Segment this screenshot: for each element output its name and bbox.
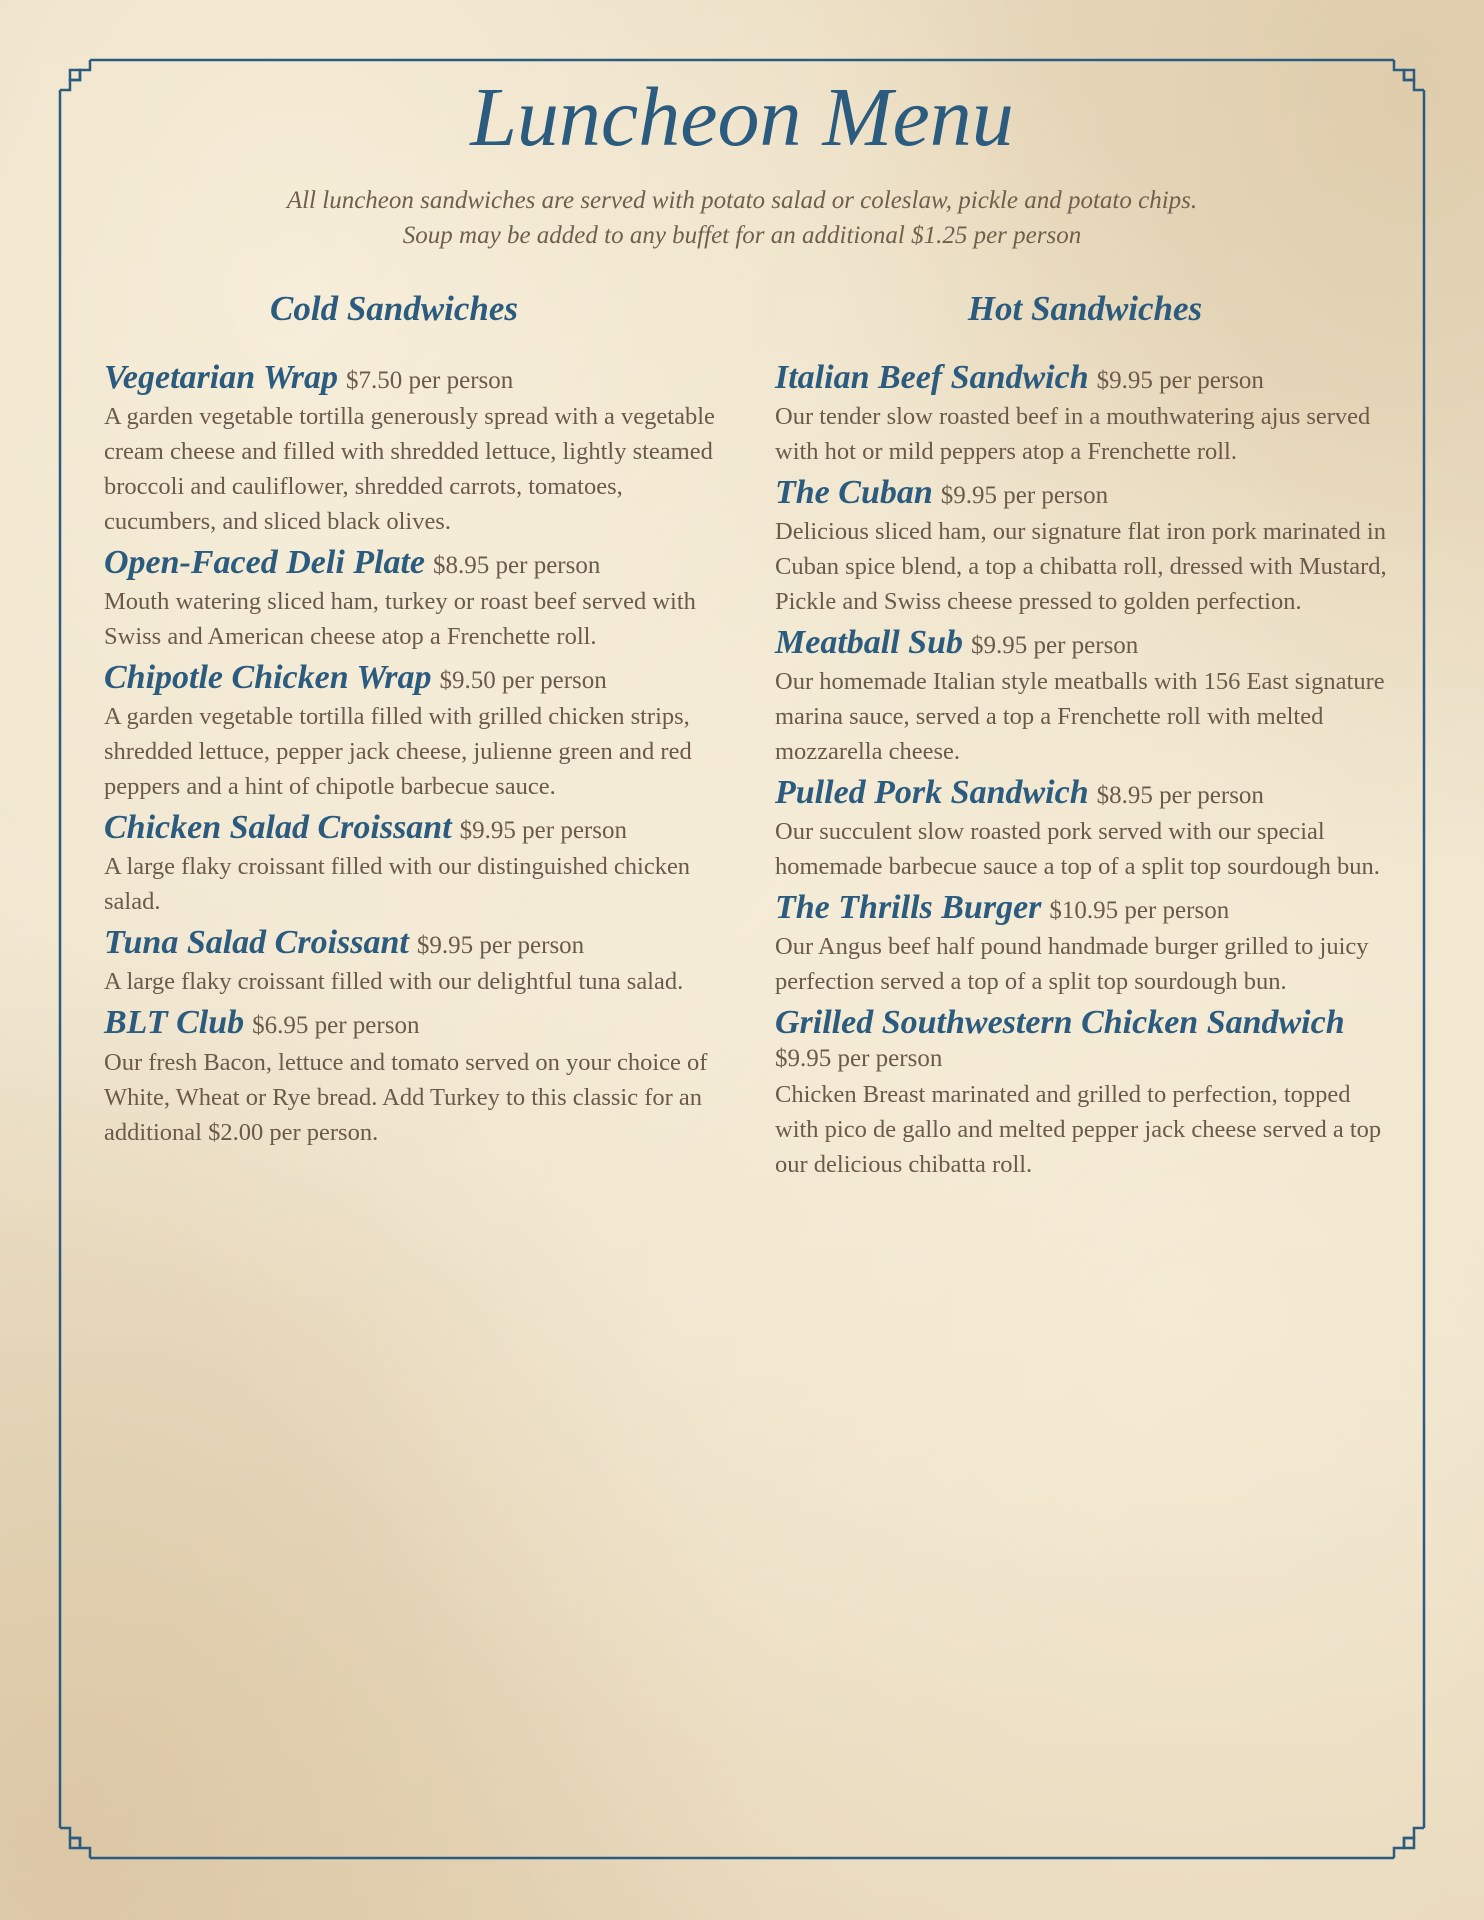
menu-item-name: The Cuban [775,474,933,512]
menu-item-description: Our succulent slow roasted pork served with our special homemade barbecue sauce a top of a split top sourdough bun. [775,818,1380,881]
subtitle-line-2: Soup may be added to any buffet for an additional $1.25 per person [402,222,1082,249]
menu-item [775,888,1395,999]
menu-item-price: $8.95 per person [1096,782,1264,810]
menu-item-price: $9.95 per person [940,482,1109,510]
menu-item [104,658,724,804]
menu-item [775,358,1395,469]
menu-item-price: $9.50 per person [439,667,607,695]
hot-sandwiches-column [775,288,1395,1186]
menu-item-name: Meatball Sub [775,624,963,662]
menu-item-description: Our fresh Bacon, lettuce and tomato served on your choice of White, Wheat or Rye bread. Add Turkey to this classic for an additional $2.00 per person. [104,1048,708,1146]
cold-sandwiches-column [104,288,724,1154]
menu-item-name: Tuna Salad Croissant [104,924,409,962]
menu-item [775,623,1395,769]
menu-item-description: Our homemade Italian style meatballs with 156 East signature marina sauce, served a top a Frenchette roll with melted mozzarella cheese. [775,668,1385,766]
menu-item-description: A garden vegetable tortilla generously spread with a vegetable cream cheese and filled with shredded lettuce, lightly steamed broccoli and cauliflower, shredded carrots, tomatoes, cucumbers, and sliced black olives. [104,403,715,536]
menu-item-description: Our Angus beef half pound handmade burger grilled to juicy perfection served a top of a split top sourdough bun. [775,933,1369,996]
subtitle-line-1: All luncheon sandwiches are served with potato salad or coleslaw, pickle and potato chips. [286,187,1198,214]
menu-item-name: Grilled Southwestern Chicken Sandwich [775,1004,1345,1042]
menu-item-name: Pulled Pork Sandwich [775,774,1089,812]
menu-item-description: A large flaky croissant filled with our distinguished chicken salad. [104,853,691,916]
cold-sandwiches-heading: Cold Sandwiches [270,289,518,328]
menu-item-description: A large flaky croissant filled with our delightful tuna salad. [104,968,684,996]
menu-item-price: $10.95 per person [1049,897,1230,925]
page-title: Luncheon Menu [470,71,1014,164]
menu-item [775,473,1395,619]
menu-item-name: Open-Faced Deli Plate [104,544,426,582]
menu-item-name: Chicken Salad Croissant [104,809,452,847]
menu-item-name: The Thrills Burger [775,889,1042,927]
menu-item-price: $9.95 per person [775,1044,943,1072]
menu-item [104,1003,724,1149]
menu-item-price: $9.95 per person [970,632,1139,660]
menu-item-description: Delicious sliced ham, our signature flat iron pork marinated in Cuban spice blend, a top a chibatta roll, dressed with Mustard, Pickle and Swiss cheese pressed to golden perfection. [775,518,1387,616]
menu-item-name: Italian Beef Sandwich [775,359,1089,396]
menu-item-price: $9.95 per person [1096,367,1264,394]
menu-item-name: Chipotle Chicken Wrap [104,659,432,697]
menu-item-name: Vegetarian Wrap [104,359,338,396]
menu-item-price: $7.50 per person [345,367,514,394]
menu-item-price: $8.95 per person [433,552,601,580]
hot-sandwiches-heading: Hot Sandwiches [967,289,1203,328]
menu-item-description: Our tender slow roasted beef in a mouthwatering ajus served with hot or mild peppers atop a Frenchette roll. [775,403,1371,466]
menu-item [104,808,724,919]
menu-item-price: $9.95 per person [459,817,627,845]
menu-item-price: $6.95 per person [252,1012,420,1040]
menu-item-description: Mouth watering sliced ham, turkey or roast beef served with Swiss and American cheese atop a Frenchette roll. [104,588,696,651]
menu-item-price: $9.95 per person [416,932,585,960]
menu-item [104,923,724,999]
menu-item [775,1003,1395,1182]
menu-item [104,358,724,539]
menu-item-description: A garden vegetable tortilla filled with grilled chicken strips, shredded lettuce, pepper jack cheese, julienne green and red peppers and a hint of chipotle barbecue sauce. [104,703,692,801]
menu-item-description: Chicken Breast marinated and grilled to perfection, topped with pico de gallo and melted pepper jack cheese served a top our delicious chibatta roll. [775,1081,1382,1179]
menu-item-name: BLT Club [104,1004,245,1042]
menu-item [104,543,724,654]
menu-item [775,773,1395,884]
